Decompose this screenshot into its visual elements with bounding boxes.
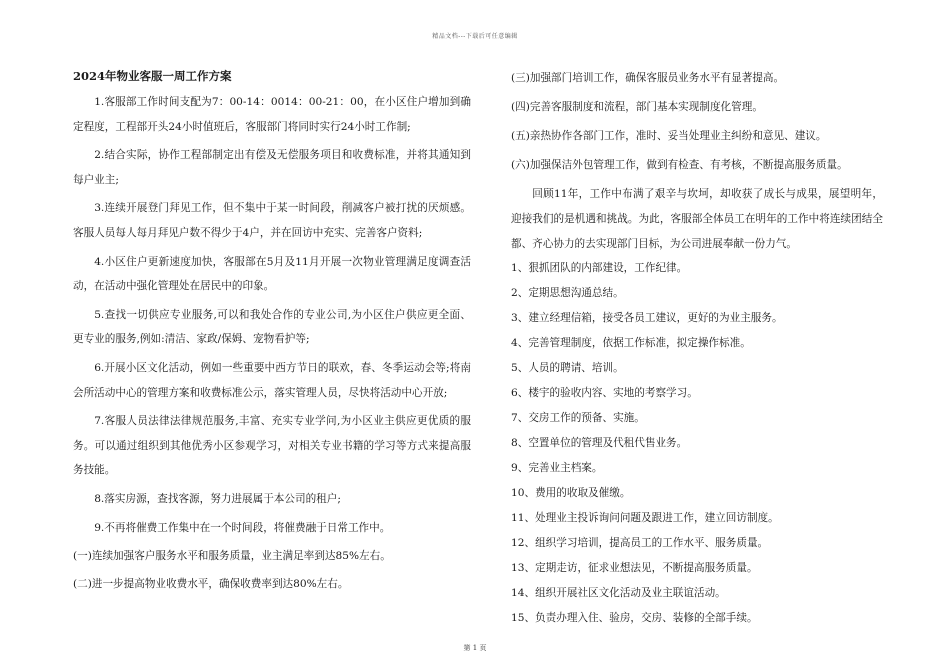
subitem-4: (四)完善客服制度和流程，部门基本实现制度化管理。 [511,101,763,114]
list-item: 11、处理业主投诉询问问题及跟进工作，建立回访制度。 [511,512,779,524]
paragraph-8: 8.落实房源，查找客源，努力进展属于本公司的租户; [94,492,341,505]
paragraph-3: 3.连续开展登门拜见工作，但不集中于某一时间段，削减客户被打扰的厌烦感。客服人员每人每月拜见户数不得少于4户，并在回访中充实、完善客户资料; [73,202,471,239]
document-title: 2024年物业客服一周工作方案 [73,69,232,83]
paragraph-2: 2.结合实际，协作工程部制定出有偿及无偿服务项目和收费标准，并将其通知到每户业主; [73,149,471,186]
left-column [73,66,471,599]
subitem-6: (六)加强保洁外包管理工作，做到有检查、有考核，不断提高服务质量。 [511,159,848,172]
list-item: 12、组织学习培训，提高员工的工作水平、服务质量。 [511,536,769,549]
list-item: 2、定期思想沟通总结。 [511,287,624,300]
list-item: 3、建立经理信箱，接受各员工建议，更好的为业主服务。 [511,312,783,325]
review-paragraph: 回顾11年，工作中布满了艰辛与坎坷，却收获了成长与成果，展望明年，迎接我们的是机遇和挑战。为此，客服部全体员工在明年的工作中将连续团结全都、齐心协力的去实现部门目标，为公司进展奉献一份力气。 [511,188,883,250]
list-item: 1、狠抓团队的内部建设，工作纪律。 [511,262,688,275]
list-item: 6、楼宇的验收内容、实地的考察学习。 [511,387,698,400]
subitem-1: (一)连续加强客户服务水平和服务质量，业主满足率到达85%左右。 [73,550,391,563]
paragraph-7: 7.客服人员法律法律规范服务,丰富、充实专业学问,为小区业主供应更优质的服务。可以通过组织到其他优秀小区参观学习，对相关专业书籍的学习等方式来提高服务技能。 [73,415,471,477]
list-item: 10、费用的收取及催缴。 [511,487,631,500]
list-item: 13、定期走访，征求业想法见，不断提高服务质量。 [511,561,758,574]
paragraph-6: 6.开展小区文化活动，例如一些重要中西方节日的联欢，春、冬季运动会等;将南会所活动中心的管理方案和收费标准公示，落实管理人员，尽快将活动中心开放; [73,361,471,399]
paragraph-9: 9.不再将催费工作集中在一个时间段，将催费融于日常工作中。 [94,521,391,534]
page-header: 精品文档---下载后可任意编辑 [432,33,518,40]
list-item: 9、完善业主档案。 [511,462,603,475]
subitem-2: (二)进一步提高物业收费水平，确保收费率到达80%左右。 [73,577,349,590]
list-item: 8、空置单位的管理及代租代售业务。 [511,437,688,450]
subitem-5: (五)亲热协作各部门工作，准时、妥当处理业主纠纷和意见、建议。 [511,130,827,143]
paragraph-4: 4.小区住户更新速度加快，客服部在5月及11月开展一次物业管理满足度调查活动，在活动中强化管理处在居民中的印象。 [73,255,471,293]
paragraph-1: 1.客服部工作时间支配为7：00-14：0014：00-21：00，在小区住户增加到确定程度，工程部开头24小时值班后，客服部门将同时实行24小时工作制; [73,96,471,133]
paragraph-5: 5.查找一切供应专业服务,可以和我处合作的专业公司,为小区住户供应更全面、更专业的服务,例如:清洁、家政/保姆、宠物看护等; [73,308,471,346]
right-column [511,66,883,631]
list-item: 4、完善管理制度，依据工作标准，拟定操作标准。 [511,337,751,350]
page-number: 第 1 页 [463,644,487,652]
subitem-3: (三)加强部门培训工作，确保客服员业务水平有显著提高。 [511,72,785,84]
list-item: 5、人员的聘请、培训。 [511,362,624,375]
list-item: 7、交房工作的预备、实施。 [511,412,645,425]
list-item: 14、组织开展社区文化活动及业主联谊活动。 [511,586,726,599]
list-item: 15、负责办理入住、验房，交房、装修的全部手续。 [511,611,758,624]
